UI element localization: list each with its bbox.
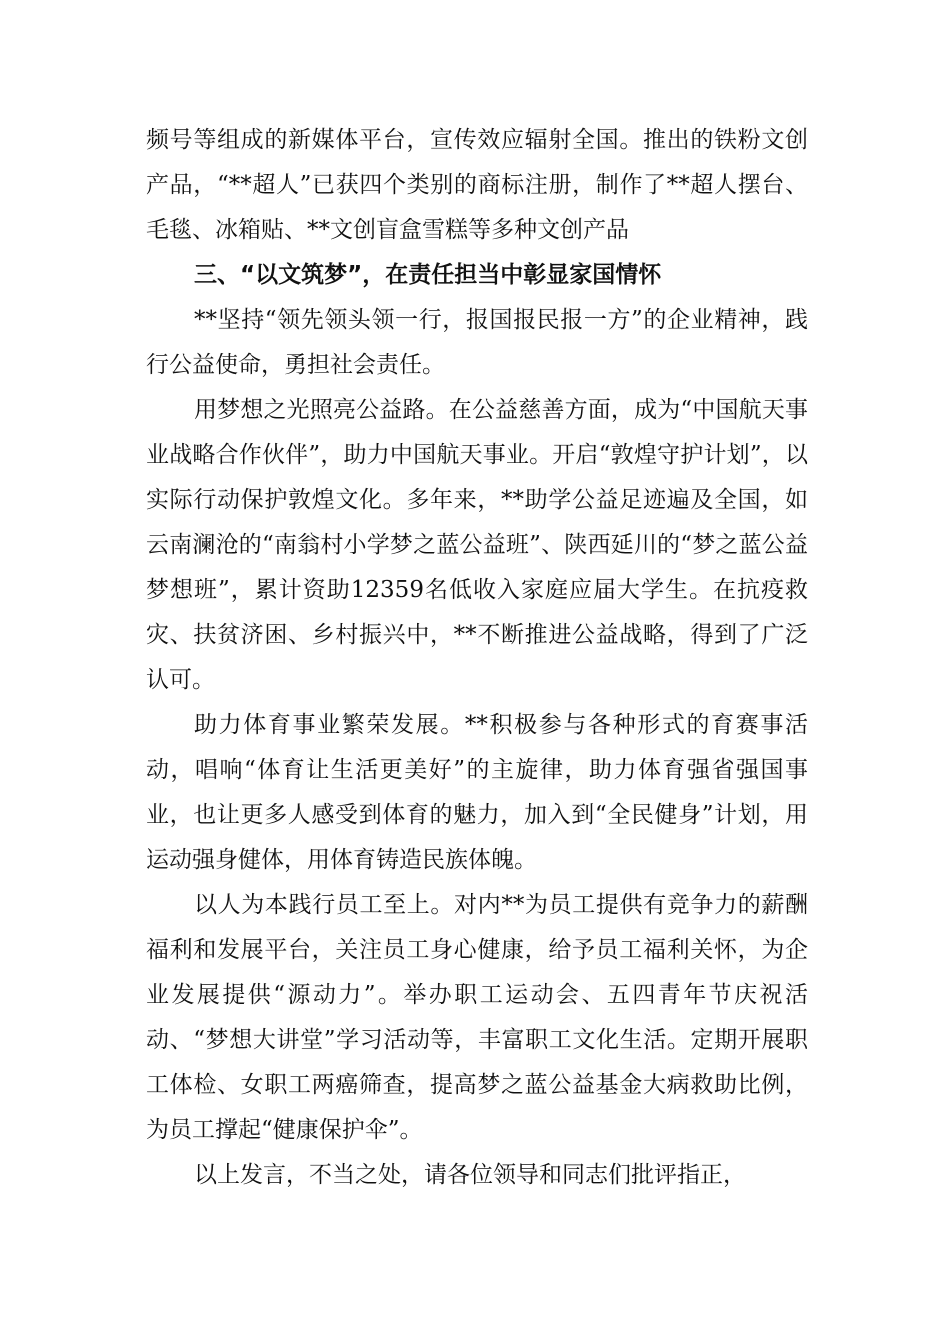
paragraph-closing: 以上发言，不当之处，请各位领导和同志们批评指正， <box>194 1162 746 1188</box>
paragraph-public-welfare: 用梦想之光照亮公益路。在公益慈善方面，成为“中国航天事业战略合作伙伴”，助力中国航天事业。开启“敦煌守护计划”，以实际行动保护敦煌文化。多年来，**助学公益足迹遍及全国，如云南澜沧的“南翁村小学梦之蓝公益班”、陕西延川的“梦之蓝公益梦想班”，累计资助12359名低收入家庭应届大学生。在抗疫救灾、扶贫济困、乡村振兴中，**不断推进公益战略，得到了广泛认可。 <box>146 397 808 693</box>
section-heading: 三、“以文筑梦”，在责任担当中彰显家国情怀 <box>194 262 662 288</box>
paragraph-continuation: 频号等组成的新媒体平台，宣传效应辐射全国。推出的铁粉文创产品，“**超人”已获四个类别的商标注册，制作了**超人摆台、毛毯、冰箱贴、**文创盲盒雪糕等多种文创产品 <box>146 127 808 243</box>
paragraph-employees: 以人为本践行员工至上。对内**为员工提供有竞争力的薪酬福利和发展平台，关注员工身心健康，给予员工福利关怀，为企业发展提供“源动力”。举办职工运动会、五四青年节庆祝活动、“梦想大讲堂”学习活动等，丰富职工文化生活。定期开展职工体检、女职工两癌筛查，提高梦之蓝公益基金大病救助比例，为员工撑起“健康保护伞”。 <box>146 892 808 1143</box>
document-body <box>146 118 808 1198</box>
paragraph-sports: 助力体育事业繁荣发展。**积极参与各种形式的育赛事活动，唱响“体育让生活更美好”的主旋律，助力体育强省强国事业，也让更多人感受到体育的魅力，加入到“全民健身”计划，用运动强身健体，用体育铸造民族体魄。 <box>146 712 808 873</box>
paragraph-enterprise-spirit: **坚持“领先领头领一行，报国报民报一方”的企业精神，践行公益使命，勇担社会责任。 <box>146 307 808 378</box>
